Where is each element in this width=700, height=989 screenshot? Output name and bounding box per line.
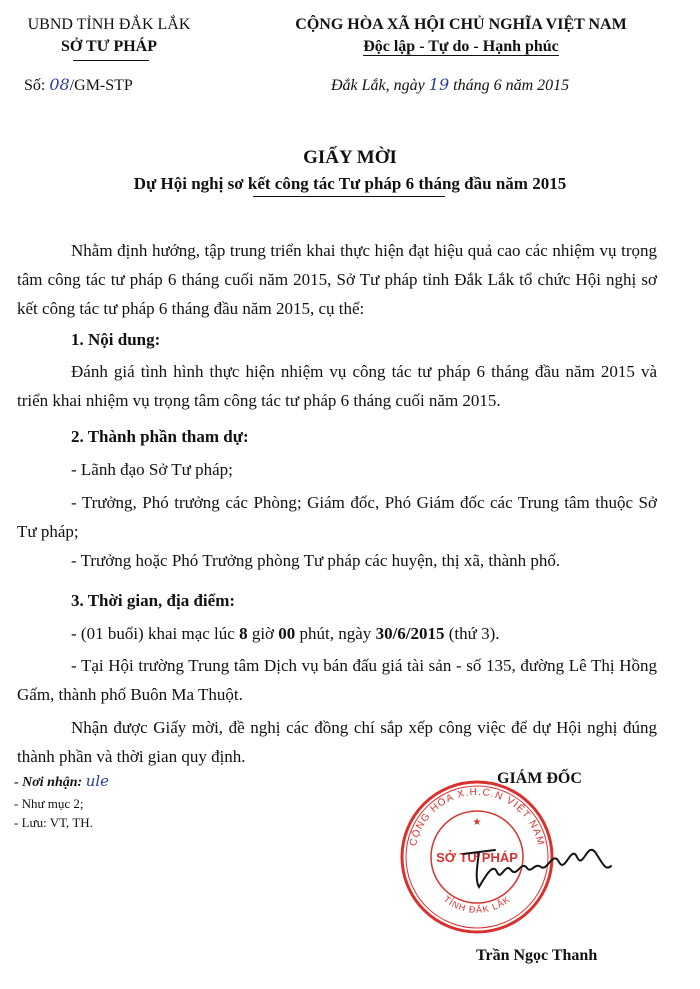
recipients-heading: - Nơi nhận: ule: [14, 772, 110, 790]
page-subtitle: Dự Hội nghị sơ kết công tác Tư pháp 6 tháng đầu năm 2015: [133, 174, 567, 193]
list-item: - Trưởng, Phó trưởng các Phòng; Giám đốc, Phó Giám đốc các Trung tâm thuộc Sở Tư pháp;: [17, 493, 657, 541]
section-heading: 3. Thời gian, địa điểm:: [71, 591, 236, 610]
section-heading: 2. Thành phần tham dự:: [71, 427, 249, 446]
list-item: - Trưởng hoặc Phó Trưởng phòng Tư pháp các huyện, thị xã, thành phố.: [71, 551, 561, 570]
page-title: GIẤY MỜI: [303, 147, 397, 168]
section-heading: 1. Nội dung:: [71, 330, 161, 349]
document-date: Đắk Lắk, ngày 19 tháng 6 năm 2015: [331, 75, 570, 94]
signer-name: Trần Ngọc Thanh: [476, 947, 598, 964]
intro-paragraph: Nhằm định hướng, tập trung triển khai thực hiện đạt hiệu quả cao các nhiệm vụ trọng tâm công tác tư pháp 6 tháng cuối năm 2015, Sở Tư pháp tỉnh Đắk Lắk tổ chức Hội nghị sơ kết công tác tư pháp 6 tháng đầu năm 2015, cụ thể:: [17, 241, 657, 318]
section-paragraph: Đánh giá tình hình thực hiện nhiệm vụ công tác tư pháp 6 tháng đầu năm 2015 và triển khai nhiệm vụ trọng tâm công tác tư pháp 6 tháng cuối năm 2015.: [17, 362, 657, 410]
header-left-divider: [73, 60, 149, 61]
department-name: SỞ TƯ PHÁP: [60, 38, 157, 55]
recipient-item: - Như mục 2;: [14, 796, 84, 811]
svg-text:★: ★: [472, 817, 482, 828]
time-paragraph: - (01 buổi) khai mạc lúc 8 giờ 00 phút, ngày 30/6/2015 (thứ 3).: [71, 624, 500, 643]
national-slogan: Độc lập - Tự do - Hạnh phúc: [363, 38, 559, 55]
document-number: Số: 08/GM-STP: [24, 75, 133, 94]
org-name: UBND TỈNH ĐẮK LẮK: [27, 16, 191, 33]
seal-center-text: SỞ TƯ PHÁP: [436, 850, 518, 865]
national-motto: CỘNG HÒA XÃ HỘI CHỦ NGHĨA VIỆT NAM: [295, 16, 627, 33]
title-underline: [253, 196, 445, 197]
closing-paragraph: Nhận được Giấy mời, đề nghị các đồng chí sắp xếp công việc để dự Hội nghị đúng thành phần và thời gian quy định.: [17, 718, 657, 766]
document-number-handwritten: 08: [49, 75, 70, 94]
signature-scribble: [455, 832, 620, 902]
signer-position: GIÁM ĐỐC: [497, 770, 582, 787]
seal-outer-text: CỘNG HÒA X.H.C.N VIỆT NAM: [407, 786, 547, 848]
location-paragraph: - Tại Hội trường Trung tâm Dịch vụ bán đấu giá tài sản - số 135, đường Lê Thị Hồng Gấm, thành phố Buôn Ma Thuột.: [17, 656, 657, 704]
date-day-handwritten: 19: [428, 75, 450, 94]
recipients-initials-handwritten: ule: [85, 772, 110, 790]
seal-bottom-text: TỈNH ĐẮK LẮK: [441, 893, 513, 915]
recipient-item: - Lưu: VT, TH.: [14, 815, 93, 830]
list-item: - Lãnh đạo Sở Tư pháp;: [71, 460, 233, 479]
